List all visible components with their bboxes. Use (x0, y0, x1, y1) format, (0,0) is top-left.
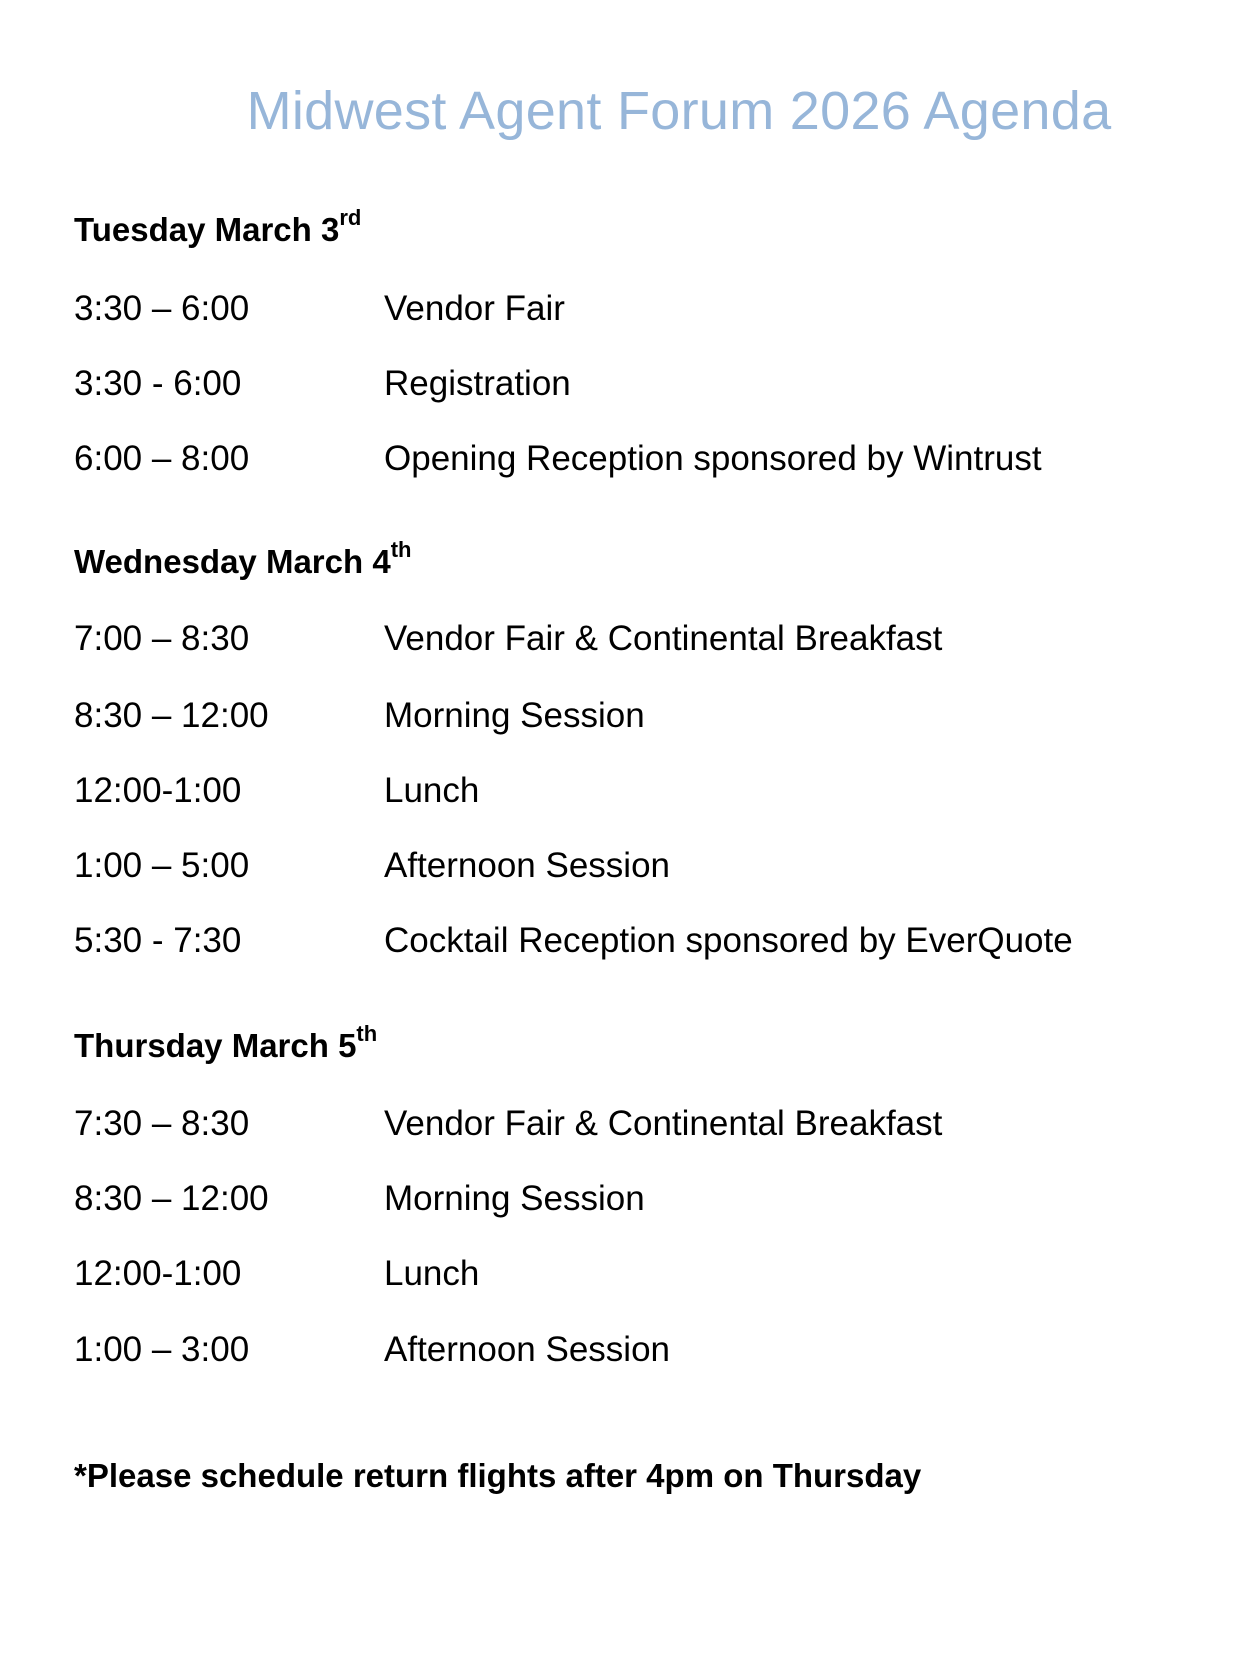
day-heading-label: Wednesday March 4 (74, 543, 391, 580)
day-heading-thursday (74, 1021, 378, 1066)
agenda-event: Lunch (384, 771, 480, 810)
agenda-event: Opening Reception sponsored by Wintrust (384, 439, 1042, 478)
agenda-time: 8:30 – 12:00 (74, 1179, 269, 1218)
agenda-time: 3:30 – 6:00 (74, 289, 250, 328)
agenda-time: 5:30 - 7:30 (74, 921, 242, 960)
page-title: Midwest Agent Forum 2026 Agenda (246, 81, 1112, 141)
agenda-time: 7:30 – 8:30 (74, 1104, 250, 1143)
agenda-row (74, 1252, 1174, 1296)
agenda-event: Cocktail Reception sponsored by EverQuote (384, 921, 1073, 960)
agenda-time: 12:00-1:00 (74, 771, 242, 810)
day-heading-suffix: rd (339, 205, 362, 230)
agenda-row (74, 1102, 1174, 1146)
agenda-time: 1:00 – 3:00 (74, 1330, 250, 1369)
day-heading-label: Thursday March 5 (74, 1027, 357, 1064)
agenda-row (74, 694, 1174, 738)
agenda-row (74, 844, 1174, 888)
agenda-event: Vendor Fair & Continental Breakfast (384, 619, 943, 658)
agenda-row (74, 1328, 1174, 1372)
agenda-time: 8:30 – 12:00 (74, 696, 269, 735)
agenda-row (74, 437, 1174, 481)
agenda-row (74, 919, 1174, 963)
day-heading-suffix: th (356, 1021, 378, 1046)
day-heading-suffix: th (390, 537, 412, 562)
agenda-time: 7:00 – 8:30 (74, 619, 250, 658)
flight-note: *Please schedule return flights after 4pm on Thursday (74, 1457, 922, 1494)
agenda-time: 6:00 – 8:00 (74, 439, 250, 478)
agenda-row (74, 362, 1174, 406)
agenda-event: Registration (384, 364, 571, 403)
day-heading-tuesday (74, 205, 362, 250)
agenda-row (74, 287, 1174, 331)
agenda-event: Lunch (384, 1254, 480, 1293)
agenda-event: Afternoon Session (384, 846, 671, 885)
day-heading-label: Tuesday March 3 (74, 211, 340, 248)
agenda-event: Afternoon Session (384, 1330, 671, 1369)
agenda-time: 3:30 - 6:00 (74, 364, 242, 403)
agenda-time: 12:00-1:00 (74, 1254, 242, 1293)
agenda-event: Vendor Fair & Continental Breakfast (384, 1104, 943, 1143)
agenda-event: Morning Session (384, 696, 645, 735)
agenda-row (74, 1177, 1174, 1221)
agenda-event: Morning Session (384, 1179, 645, 1218)
agenda-row (74, 769, 1174, 813)
agenda-time: 1:00 – 5:00 (74, 846, 250, 885)
day-heading-wednesday (74, 537, 412, 582)
agenda-row (74, 617, 1174, 661)
agenda-event: Vendor Fair (384, 289, 565, 328)
